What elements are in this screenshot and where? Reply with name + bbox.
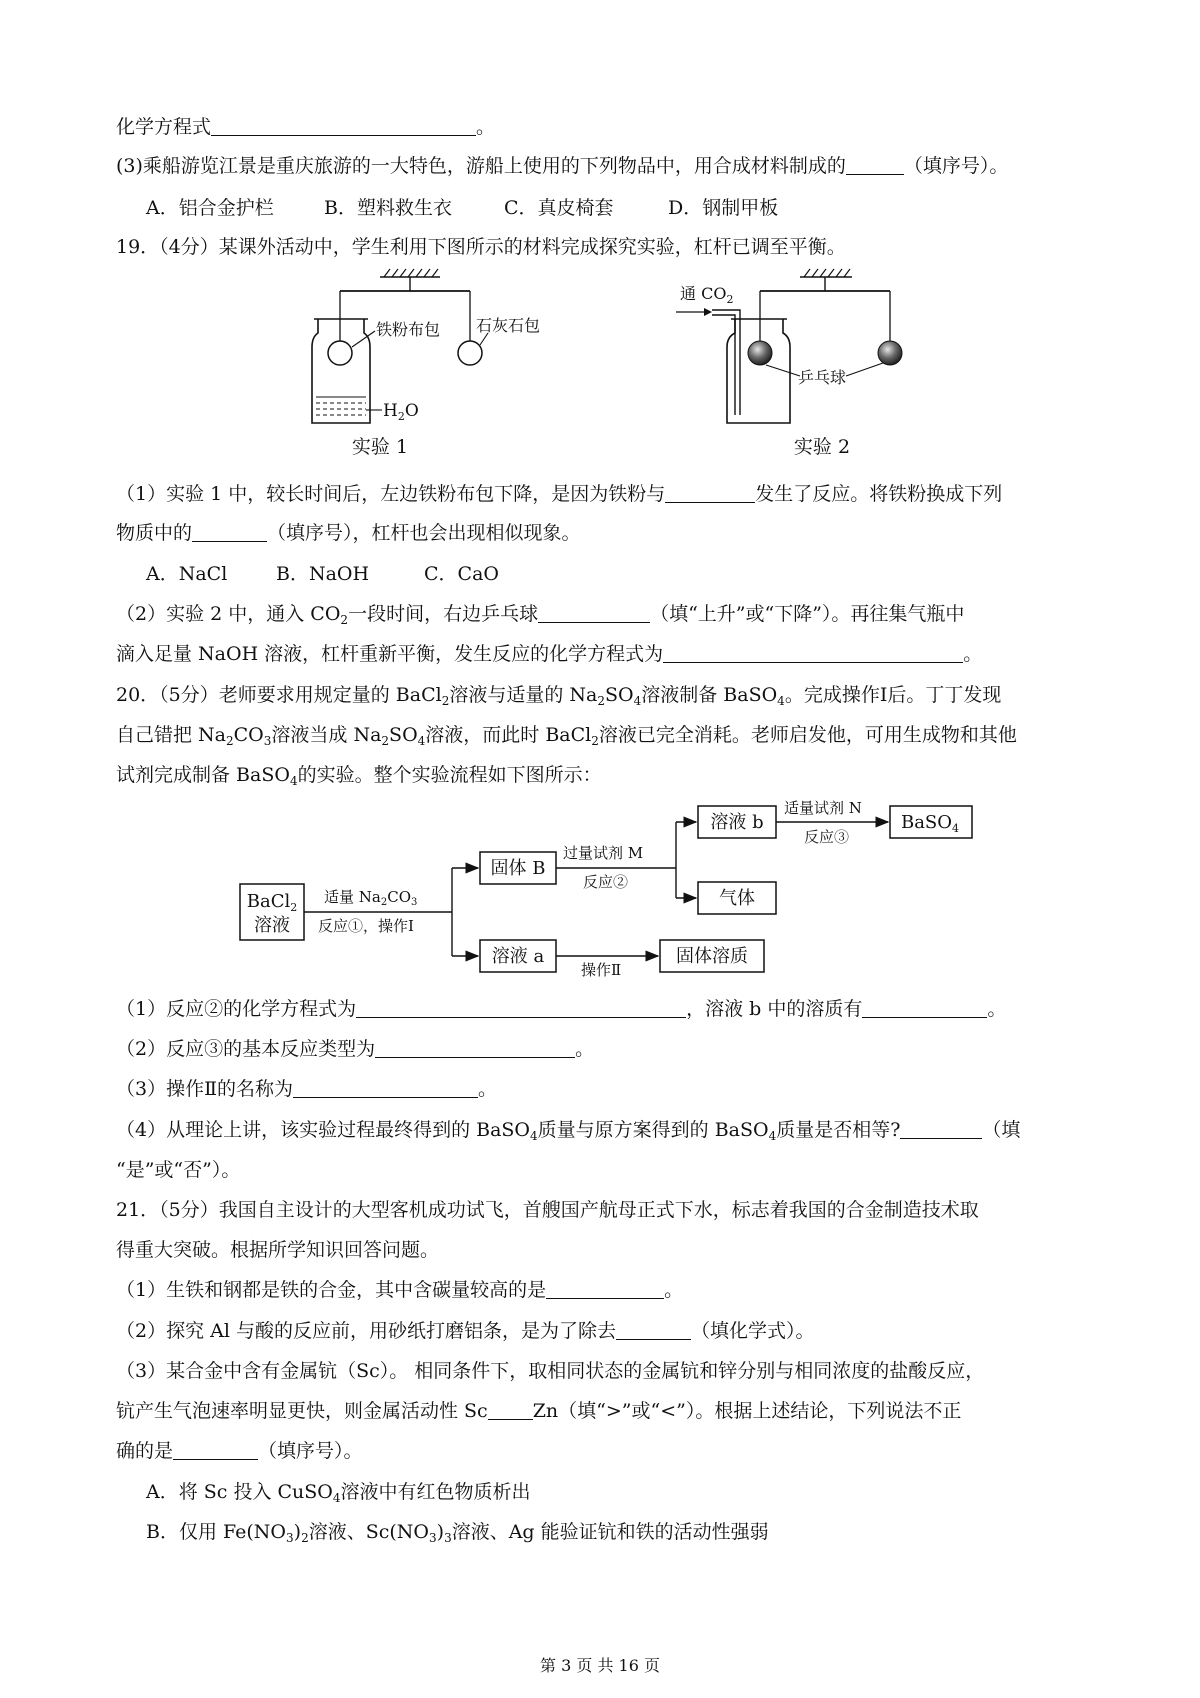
solution-b-label: 溶液 b <box>710 812 764 833</box>
reagent-label-m: 过量试剂 M <box>563 844 644 862</box>
answer-blank[interactable] <box>192 521 267 542</box>
answer-blank[interactable] <box>616 1319 691 1340</box>
q20-flow-diagram <box>0 800 1200 980</box>
reaction-label-2: 反应② <box>583 873 629 891</box>
answer-blank[interactable] <box>665 482 755 503</box>
q19-part2-b: 滴入足量 NaOH 溶液，杠杆重新平衡，发生反应的化学方程式为 。 <box>116 643 983 665</box>
answer-blank[interactable] <box>900 1118 982 1139</box>
q21-part3-a: （3）某合金中含有金属钪（Sc）。 相同条件下，取相同状态的金属钪和锌分别与相同浓度的盐酸反应， <box>116 1360 985 1382</box>
option-b: B．NaOH <box>276 563 370 585</box>
q21-option-b: B．仅用 $Fe(NO_3)_2$溶液、$Sc(NO_3)_3$溶液、Ag 能验证钪和铁的活动性强弱 <box>146 1521 769 1545</box>
option-d: D．钢制甲板 <box>668 197 779 219</box>
answer-blank[interactable] <box>546 1278 664 1299</box>
co2-inlet-label: 通 $CO_2$ <box>680 284 734 306</box>
q19-part2-a: （2）实验 2 中，通入 $CO_2$一段时间，右边乒乓球 （填“上升”或“下降”）。再往集气瓶中 <box>116 603 965 627</box>
iron-bag-label: 铁粉布包 <box>376 320 441 339</box>
experiment-1-caption: 实验 1 <box>351 436 409 458</box>
q20-part4-b: “是”或“否”）。 <box>116 1159 241 1181</box>
q18-equation-line: 化学方程式 。 <box>116 116 496 138</box>
answer-blank[interactable] <box>488 1399 533 1420</box>
answer-blank[interactable] <box>846 154 904 175</box>
answer-blank[interactable] <box>375 1037 575 1058</box>
experiment-2 <box>676 269 902 458</box>
q19-part1-b: 物质中的 （填序号），杠杆也会出现相似现象。 <box>116 522 581 544</box>
answer-blank[interactable] <box>211 115 476 136</box>
answer-blank[interactable] <box>356 997 686 1018</box>
reaction-label-1: 反应①，操作Ⅰ <box>318 917 414 935</box>
option-b: B．塑料救生衣 <box>324 197 452 219</box>
q20-part1: （1）反应②的化学方程式为 ，溶液 b 中的溶质有 。 <box>116 998 1007 1020</box>
q19-experiment-figure <box>0 255 1200 465</box>
answer-blank[interactable] <box>538 602 650 623</box>
answer-blank[interactable] <box>293 1077 478 1098</box>
page-footer: 第 3 页 共 16 页 <box>540 1656 660 1675</box>
reagent-label-1: 适量 $Na_2CO_3$ <box>324 888 418 908</box>
reaction-label-3: 反应③ <box>804 828 850 846</box>
experiment-2-caption: 实验 2 <box>793 436 851 458</box>
q20-part3: （3）操作Ⅱ的名称为 。 <box>116 1078 498 1100</box>
q20-stem-2: 自己错把 $Na_2CO_3$溶液当成 $Na_2SO_4$溶液，而此时 BaCl$_2$溶液已完全消耗。老师启发他，可用生成物和其他 <box>116 724 1017 748</box>
option-a: A．铝合金护栏 <box>146 197 274 219</box>
q21-part3-c: 确的是 （填序号）。 <box>116 1440 363 1462</box>
ping-pong-label: 乒乓球 <box>798 368 847 387</box>
reagent-label-n: 适量试剂 N <box>784 800 862 817</box>
limestone-bag-label: 石灰石包 <box>476 316 541 335</box>
product-label: BaSO$_4$ <box>900 812 960 835</box>
q21-part1: （1）生铁和钢都是铁的合金，其中含碳量较高的是 。 <box>116 1279 684 1301</box>
solid-b-label: 固体 B <box>490 858 546 879</box>
option-c: C．CaO <box>424 563 499 585</box>
q18-part3: (3)乘船游览江景是重庆旅游的一大特色，游船上使用的下列物品中，用合成材料制成的 （填序号）。 <box>116 155 1009 177</box>
q19-options <box>146 561 499 587</box>
q21-stem-1: 21．（5分）我国自主设计的大型客机成功试飞，首艘国产航母正式下水，标志着我国的合金制造技术取 <box>116 1199 979 1221</box>
limestone-bag <box>458 341 482 365</box>
option-a: A．NaCl <box>146 563 228 585</box>
q21-option-a: A．将 Sc 投入 CuSO$_4$溶液中有红色物质析出 <box>146 1481 531 1505</box>
q20-part2: （2）反应③的基本反应类型为 。 <box>116 1038 595 1060</box>
answer-blank[interactable] <box>663 642 963 663</box>
iron-powder-bag <box>328 341 352 365</box>
option-c: C．真皮椅套 <box>504 197 614 219</box>
q20-stem-3: 试剂完成制备 BaSO$_4$的实验。整个实验流程如下图所示： <box>116 764 602 788</box>
solution-a-label: 溶液 a <box>491 946 545 967</box>
answer-blank[interactable] <box>173 1439 258 1460</box>
q19-part1-a: （1）实验 1 中，较长时间后，左边铁粉布包下降，是因为铁粉与 发生了反应。将铁粉换成下列 <box>116 483 1003 505</box>
gas-label: 气体 <box>719 888 755 909</box>
svg-text:溶液: 溶液 <box>254 915 290 936</box>
solid-solute-label: 固体溶质 <box>676 946 748 967</box>
answer-blank[interactable] <box>862 997 987 1018</box>
q20-stem-1: 20．（5分）老师要求用规定量的 BaCl$_2$溶液与适量的 $Na_2SO_4$溶液制备 BaSO$_4$。完成操作Ⅰ后。丁丁发现 <box>116 684 1002 708</box>
ping-pong-ball-right <box>878 341 902 365</box>
start-box <box>240 884 304 940</box>
water-label: $H_2O$ <box>383 401 419 423</box>
q18-options <box>146 195 778 221</box>
q21-stem-2: 得重大突破。根据所学知识回答问题。 <box>116 1239 440 1261</box>
svg-text:BaCl2: BaCl$_2$ <box>246 891 298 914</box>
q20-part4-a: （4）从理论上讲，该实验过程最终得到的 BaSO$_4$质量与原方案得到的 BaSO$_4$质量是否相等? （填 <box>116 1119 1021 1143</box>
q21-part3-b: 钪产生气泡速率明显更快，则金属活动性 Sc Zn（填“>”或“<”）。根据上述结论，下列说法不正 <box>116 1400 962 1422</box>
ping-pong-ball-left <box>748 341 772 365</box>
q21-part2: （2）探究 Al 与酸的反应前，用砂纸打磨铝条，是为了除去 （填化学式）。 <box>116 1320 815 1342</box>
experiment-1 <box>312 269 540 458</box>
operation-2-label: 操作Ⅱ <box>581 961 622 979</box>
q19-stem: 19．（4分）某课外活动中，学生利用下图所示的材料完成探究实验，杠杆已调至平衡。 <box>116 236 846 258</box>
